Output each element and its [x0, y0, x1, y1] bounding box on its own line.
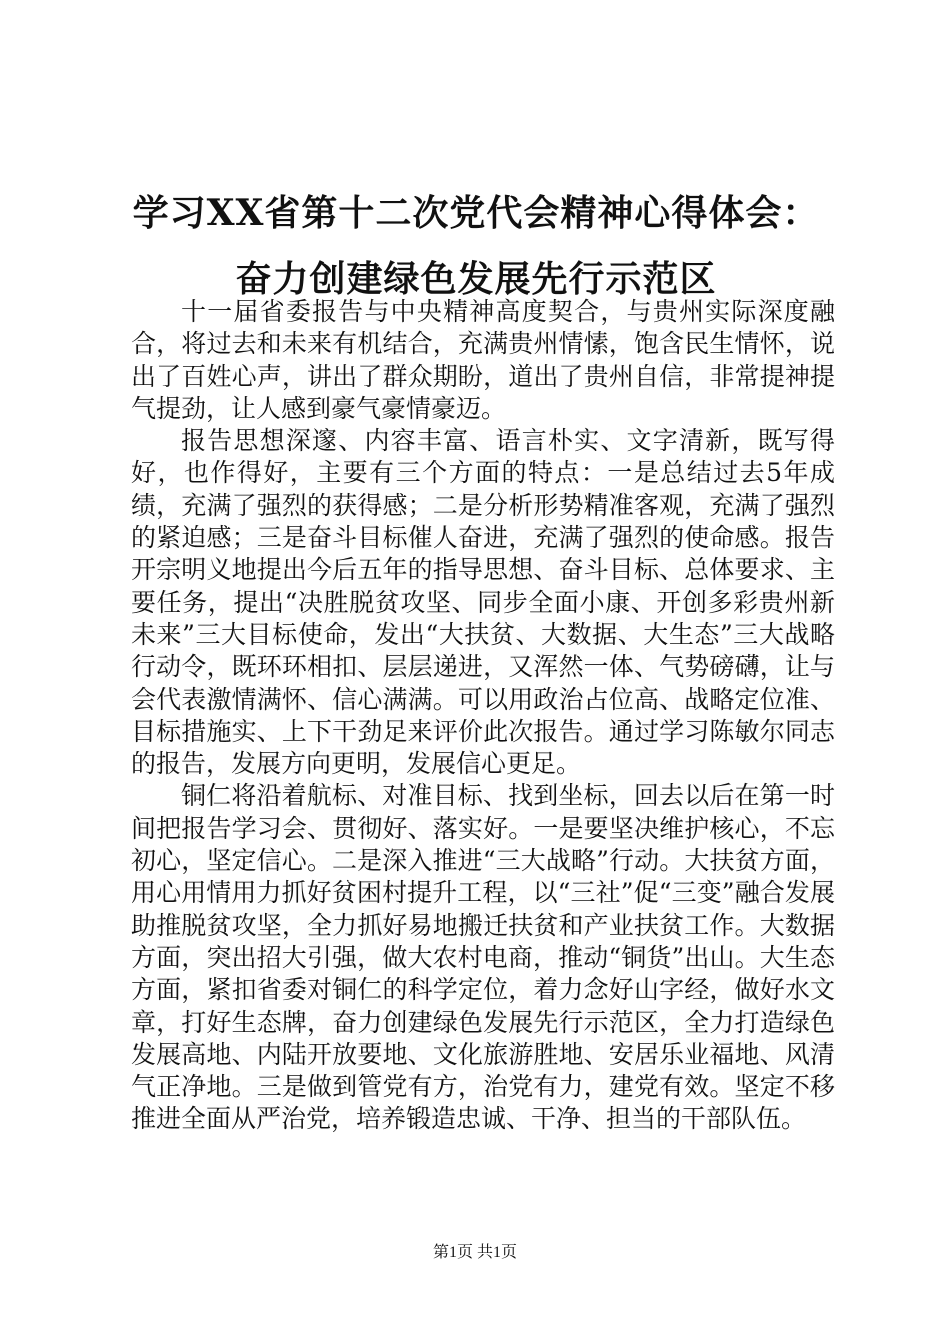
paragraph-2: 报告思想深邃、内容丰富、语言朴实、文字清新，既写得好，也作得好，主要有三个方面的特点：一是总结过去5年成绩，充满了强烈的获得感；二是分析形势精准客观，充满了强烈的紧迫感；三是奋斗目标催人奋进，充满了强烈的使命感。报告开宗明义地提出今后五年的指导思想、奋斗目标、总体要求、主要任务，提出“决胜脱贫攻坚、同步全面小康、开创多彩贵州新未来”三大目标使命，发出“大扶贫、大数据、大生态”三大战略行动令，既环环相扣、层层递进，又浑然一体、气势磅礴，让与会代表激情满怀、信心满满。可以用政治占位高、战略定位准、目标措施实、上下干劲足来评价此次报告。通过学习陈敏尔同志的报告，发展方向更明，发展信心更足。 [131, 426, 835, 779]
document-body [131, 296, 835, 1136]
paragraph-1: 十一届省委报告与中央精神高度契合，与贵州实际深度融合，将过去和未来有机结合，充满贵州情愫，饱含民生情怀，说出了百姓心声，讲出了群众期盼，道出了贵州自信，非常提神提气提劲，让人感到豪气豪情豪迈。 [131, 297, 835, 423]
page-footer: 第1页 共1页 [432, 1244, 517, 1261]
document-title: 学习XX省第十二次党代会精神心得体会：奋力创建绿色发展先行示范区 [132, 192, 820, 300]
paragraph-3: 铜仁将沿着航标、对准目标、找到坐标，回去以后在第一时间把报告学习会、贯彻好、落实好。一是要坚决维护核心，不忘初心，坚定信心。二是深入推进“三大战略”行动。大扶贫方面，用心用情用力抓好贫困村提升工程，以“三社”促“三变”融合发展助推脱贫攻坚，全力抓好易地搬迁扶贫和产业扶贫工作。大数据方面，突出招大引强，做大农村电商，推动“铜货”出山。大生态方面，紧扣省委对铜仁的科学定位，着力念好山字经，做好水文章，打好生态牌，奋力创建绿色发展先行示范区，全力打造绿色发展高地、内陆开放要地、文化旅游胜地、安居乐业福地、风清气正净地。三是做到管党有方，治党有力，建党有效。坚定不移推进全面从严治党，培养锻造忠诚、干净、担当的干部队伍。 [131, 781, 835, 1134]
